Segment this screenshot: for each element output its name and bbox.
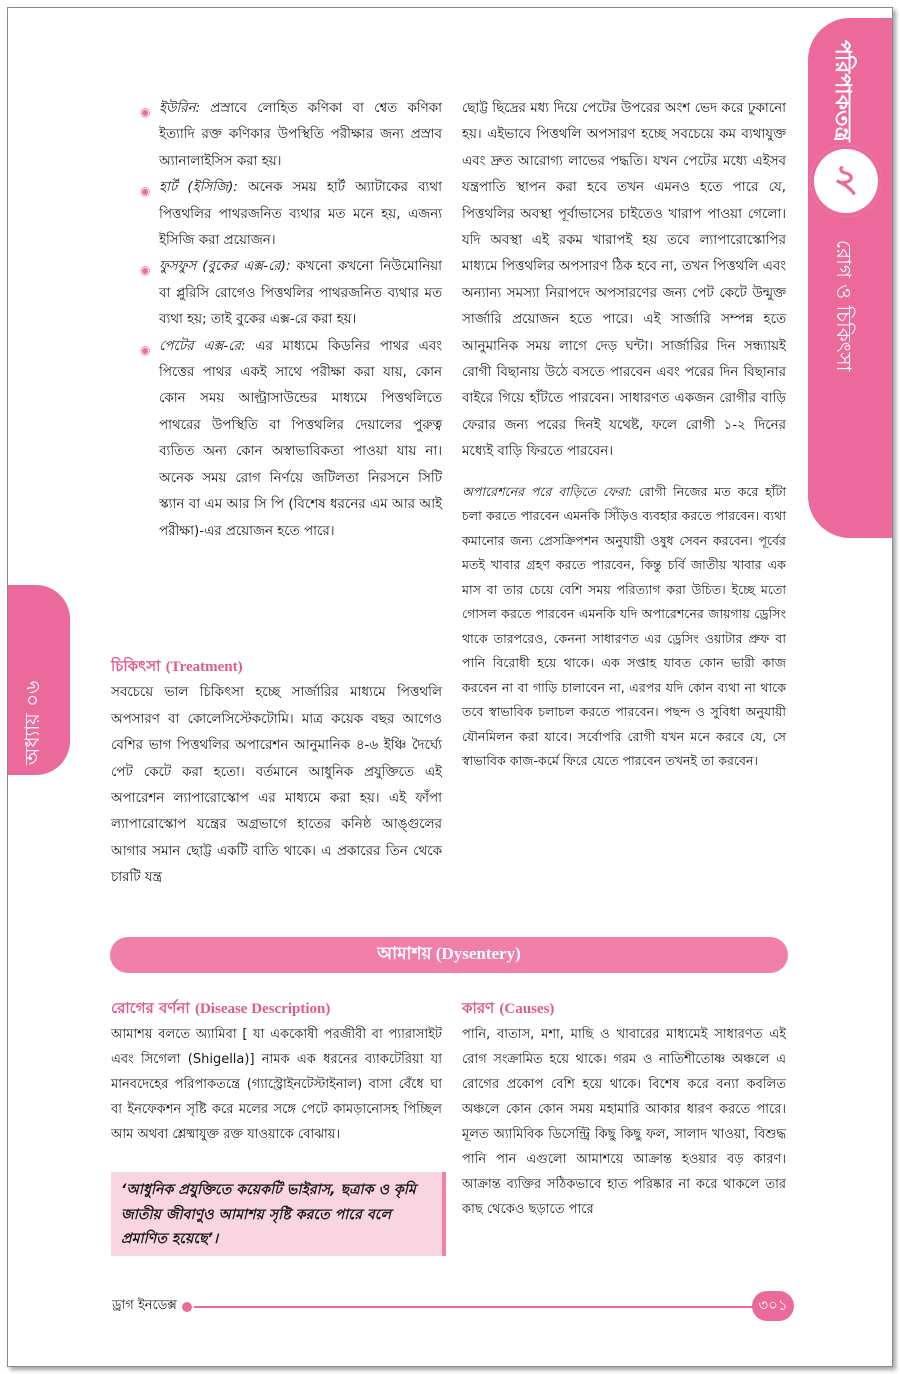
- bullet-icon: ◉: [140, 105, 151, 119]
- causes-heading: কারণ (Causes): [462, 999, 555, 1017]
- footer-dot: [182, 1302, 192, 1312]
- disease-heading: রোগের বর্ণনা (Disease Description): [111, 999, 331, 1017]
- quote-text: ‘আধুনিক প্রযুক্তিতে কয়েকটি ভাইরাস, ছত্রাক ও কৃমি জাতীয় জীবাণুও আমাশয় সৃষ্টি করতে পারে বলে প্রমাণিত হয়েছে’।: [121, 1182, 416, 1247]
- section-title: পরিপাকতন্ত্র: [830, 40, 855, 142]
- page-number: ৩০১: [752, 1291, 794, 1321]
- bullet-abdomen-xray: ◉ পেটের এক্স-রে: এর মাধ্যমে কিডনির পাথর এবং পিত্তের পাথর একই সাথে পরীক্ষা করা যায়, কোন কোন সময় আল্ট্রাসাউন্ডের মাধ্যমে পিত্তথলিতে পাথরের উপস্থিতি বা পিত্তথলির দেয়ালের পুরুত্ব ব্যতিত অন্য কোন অস্বাভাবিকতা পাওয়া যায় না। অনেক সময় রোগ নির্ণয়ে জটিলতা নিরসনে সিটি স্ক্যান বা এম আর সি পি (বিশেষ ধরনের এম আর আই পরীক্ষা)-এর প্রয়োজন হতে পারে।: [140, 338, 443, 539]
- bullet-icon: ◉: [140, 184, 151, 199]
- section-subtitle: রোগ ও চিকিৎসা: [832, 240, 856, 372]
- disease-text: আমাশয় বলতে অ্যামিবা [ যা এককোষী পরজীবী বা প্যারাসাইট এবং সিগেলা (Shigella)] নামক এক ধরনের ব্যাকটেরিয়া যা মানবদেহের পরিপাকতন্ত্রে (গ্যাস্ট্রোইনটেস্টাইনাল) বাসা বেঁধে ঘা বা ইনফেকশন সৃষ্টি করে মলের সঙ্গে পেটে কামড়ানোসহ পিচ্ছিল আম অথবা শ্লেষ্মাযুক্ত রক্ত যাওয়াকে বোঝায়।: [111, 1027, 442, 1142]
- disease-section: [111, 996, 442, 1147]
- bullet-chest-xray: ◉ ফুসফুস (বুকের এক্স-রে): কখনো কখনো নিউমোনিয়া বা প্লুরিসি রোগেও পিত্তথলির পাথরজনিত ব্যথার মত ব্যথা হয়; তাই বুকের এক্স-রে করা হয়।: [140, 259, 442, 328]
- bullet-urine: ◉ ইউরিন: প্রস্রাবে লোহিত কণিকা বা শ্বেত কণিকা ইত্যাদি রক্ত কণিকার উপস্থিতি পরীক্ষার জন্য প্রস্রাব অ্যানালাইসিস করা হয়।: [140, 101, 442, 169]
- treatment-section: [111, 653, 442, 892]
- right-column: [462, 96, 786, 774]
- surgery-text: ছোট্ট ছিদ্রের মধ্য দিয়ে পেটের উপরের অংশ ভেদ করে ঢুকানো হয়। এইভাবে পিত্তথলি অপসারণ হচ্ছে সবচেয়ে কম ব্যথাযুক্ত এবং দ্রুত আরোগ্য লাভের পদ্ধতি। যখন পেটের মধ্যে এইসব যন্ত্রপাতি স্থাপন করা হবে তখন এমনও হতে পারে যে, পিত্তথলির অবস্থা পূর্বাভাসের চাইতেও খারাপ পাওয়া গেলো। যদি অবস্থা এই রকম খারাপই হয় তবে ল্যাপারোস্কোপির মাধ্যমে পিত্তথলির অপসারণ ঠিক হবে না, তখন পিত্তথলি এবং অন্যান্য সমস্যা নিরাপদে অপসারণের জন্য পেট কেটে উন্মুক্ত সার্জারি প্রয়োজন হতে পারে। এই সার্জারি সম্পন্ন হতে আনুমানিক সময় লাগে দেড় ঘন্টা। সার্জারির দিন সন্ধ্যায়ই রোগী বিছানায় উঠে বসতে পারবেন এবং পরের দিন বিছানার বাইরে গিয়ে হাঁটতে পারবেন। সাধারণত একজন রোগীর বাড়ি ফেরার জন্য পরের দিনই যথেষ্ট, ফলে রোগী ১-২ দিনের মধ্যেই বাড়ি ফিরতে পারবেন।: [462, 101, 786, 460]
- section-number: ২: [833, 156, 859, 200]
- footer-book-title: ড্রাগ ইনডেক্স: [112, 1298, 177, 1313]
- chapter-label: অধ্যায় ০৬: [20, 680, 44, 765]
- treatment-text: সবচেয়ে ভাল চিকিৎসা হচ্ছে সার্জারির মাধ্যমে পিত্তথলি অপসারণ বা কোলেসিস্টেকটোমি। মাত্র কয়েক বছর আগেও বেশির ভাগ পিত্তথলির অপারেশন আনুমানিক ৪-৬ ইঞ্চি দৈর্ঘ্যে পেট কেটে করা হতো। বর্তমানে আধুনিক প্রযুক্তিতে এই অপারেশন ল্যাপারোস্কোপ এর মাধ্যমে করা হয়। এই ফাঁপা ল্যাপারোস্কোপ যন্ত্রের অগ্রভাগে হাতের কনিষ্ঠ আঙ্গুলের আগার সমান ছোট্ট একটি বাতি থাকে। এ প্রকারের তিন থেকে চারটি যন্ত্র: [111, 685, 442, 886]
- causes-text: পানি, বাতাস, মশা, মাছি ও খাবারের মাধ্যমেই সাধারণত এই রোগ সংক্রামিত হয়ে থাকে। গরম ও নাতিশীতোষ্ণ অঞ্চলে এ রোগের প্রকোপ বেশি হয়ে থাকে। বিশেষ করে বন্যা কবলিত অঞ্চলে কোন কোন সময় মহামারি আকার ধারণ করতে পারে। মূলত অ্যামিবিক ডিসেন্ট্রি কিছু কিছু ফল, সালাদ খাওয়া, বিশুদ্ধ পানি পান এগুলো আমাশয়ে আক্রান্ত হওয়ার বড় কারণ। আক্রান্ত ব্যক্তির সঠিকভাবে হাত পরিষ্কার না করে থাকলে তার কাছ থেকেও ছড়াতে পারে: [462, 1027, 786, 1217]
- bullet-ecg: ◉ হার্ট (ইসিজি): অনেক সময় হার্ট অ্যাটাকের ব্যথা পিত্তথলির পাথরজনিত ব্যথার মত মনে হয়, এজন্য ইসিজি করা প্রয়োজন।: [140, 180, 442, 249]
- causes-section: [462, 996, 786, 1222]
- section-number-badge: [810, 145, 882, 217]
- dysentery-banner: আমাশয় (Dysentery): [110, 937, 788, 973]
- highlight-quote: [111, 1172, 446, 1256]
- footer-rule: [194, 1306, 754, 1308]
- after-surgery-text: অপারেশনের পরে বাড়িতে ফেরা: রোগী নিজের মত করে হাঁটা চলা করতে পারবেন এমনকি সিঁড়িও ব্যবহার করতে পারবেন। ব্যথা কমানোর জন্য প্রেসক্রিপশন অনুযায়ী ওষুধ সেবন করবেন। পূর্বের মতই খাবার গ্রহণ করতে পারবেন, কিন্তু চর্বি জাতীয় খাবার এক মাস বা তার চেয়ে বেশি সময় পরিত্যাগ করা উচিত। ইচ্ছে মতো গোসল করতে পারবেন এমনকি যদি অপারেশনের জায়গায় ড্রেসিং থাকে তারপরেও, কেননা সাধারণত এর ড্রেসিং ওয়াটার প্রুফ বা পানি বিরোধী হয়ে থাকে। এক সপ্তাহ যাবত কোন ভারী কাজ করবেন না বা গাড়ি চালাবেন না, এরপর যদি কোন ব্যথা না থাকে তবে স্বাভাবিক চলাচল করতে পারবেন। পছন্দ ও সুবিধা অনুযায়ী যৌনমিলন করা যাবে। সর্বোপরি রোগী যখন মনে করবে যে, সে স্বাভাবিক কাজ-কর্মে ফিরে যেতে পারবেন তখনই তা করবেন।: [462, 483, 786, 769]
- bullet-icon: ◉: [140, 342, 151, 357]
- treatment-heading: চিকিৎসা (Treatment): [111, 657, 243, 675]
- test-bullet-list: [140, 96, 442, 545]
- bullet-icon: ◉: [140, 263, 151, 278]
